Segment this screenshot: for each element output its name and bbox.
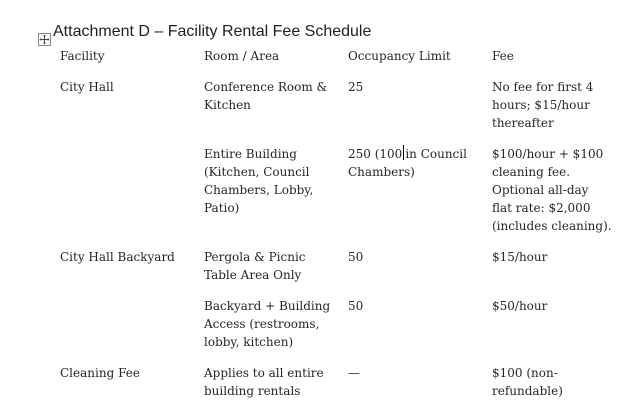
cell-occupancy: 50 (348, 250, 364, 264)
cell-area: Backyard + Building Access (restrooms, lobby, kitchen) (204, 299, 331, 349)
table-row (54, 297, 618, 364)
cell-occupancy: — (348, 366, 360, 380)
cell-occupancy[interactable] (342, 145, 486, 248)
cell-fee: $50/hour (492, 299, 548, 313)
header-facility: Facility (60, 49, 105, 63)
header-room-area: Room / Area (204, 49, 280, 63)
cell-occupancy: 50 (348, 299, 364, 313)
cell-facility (54, 297, 198, 364)
header-occupancy-limit: Occupancy Limit (348, 49, 451, 63)
cell-facility: City Hall (60, 80, 114, 94)
cell-facility: City Hall Backyard (60, 250, 175, 264)
cell-facility (54, 145, 198, 248)
fee-schedule-table (54, 47, 618, 413)
table-header-row (54, 47, 618, 78)
table-row (54, 248, 618, 297)
document-title: Attachment D – Facility Rental Fee Schedule (53, 23, 372, 40)
occupancy-text-after-cursor: in Council Chambers) (348, 147, 467, 179)
cell-area: Applies to all entire building rentals (204, 366, 324, 398)
cell-area: Pergola & Picnic Table Area Only (204, 250, 306, 282)
occupancy-text-before-cursor: 250 (100 (348, 147, 403, 161)
cell-fee: $15/hour (492, 250, 548, 264)
cell-facility: Cleaning Fee (60, 366, 140, 380)
cell-fee: $100 (non-refundable) (492, 366, 563, 398)
cell-fee: No fee for first 4 hours; $15/hour thereafter (492, 80, 594, 130)
table-row (54, 145, 618, 248)
header-fee: Fee (492, 49, 514, 63)
table-row (54, 364, 618, 413)
cell-area: Entire Building (Kitchen, Council Chambers, Lobby, Patio) (204, 147, 314, 215)
cell-area: Conference Room & Kitchen (204, 80, 328, 112)
cell-occupancy: 25 (348, 80, 364, 94)
cell-fee: $100/hour + $100 cleaning fee. Optional all-day flat rate: $2,000 (includes cleaning). (492, 147, 612, 233)
table-move-handle-icon[interactable] (38, 33, 51, 46)
table-row (54, 78, 618, 145)
